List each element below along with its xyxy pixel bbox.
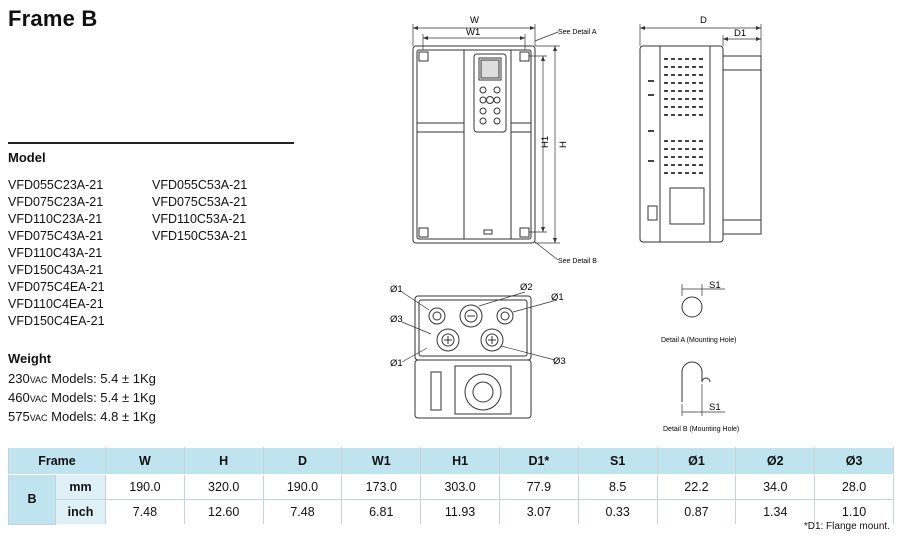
weight-voltage: 575 [8, 409, 30, 424]
value-cell: 12.60 [184, 500, 263, 525]
mount-hole-top-right [520, 52, 529, 61]
weight-vac-unit: VAC [29, 394, 48, 404]
model-list-item: VFD150C4EA-21 [8, 314, 105, 328]
value-cell: 0.87 [657, 500, 736, 525]
page-title: Frame B [8, 6, 98, 31]
weight-value: Models: 5.4 ± 1Kg [47, 371, 156, 386]
footnote: *D1: Flange mount. [803, 521, 890, 532]
mount-hole-top-left [419, 52, 428, 61]
model-list-item: VFD110C43A-21 [8, 246, 103, 260]
side-view-flange [723, 56, 761, 234]
see-detail-a-label: See Detail A [558, 29, 597, 36]
unit-cell: mm [56, 475, 106, 500]
side-d-label: D [700, 15, 707, 26]
frame-cell: B [9, 475, 56, 525]
value-cell: 77.9 [499, 475, 578, 500]
value-cell: 0.33 [578, 500, 657, 525]
unit-cell: inch [56, 500, 106, 525]
value-cell: 190.0 [263, 475, 342, 500]
weight-voltage: 230 [8, 371, 30, 386]
header-frame: Frame [9, 448, 106, 475]
bottom-d3-label-b: Ø3 [553, 356, 566, 367]
value-cell: 22.2 [657, 475, 736, 500]
front-w-label: W [470, 15, 479, 26]
header-w1: W1 [342, 448, 421, 475]
dimensions-table [8, 447, 894, 525]
header-d1: D1* [499, 448, 578, 475]
mount-hole-bottom-left [419, 228, 428, 237]
value-cell: 3.07 [499, 500, 578, 525]
bottom-d1-label-a: Ø1 [390, 284, 403, 295]
table-row [9, 500, 894, 525]
model-list-item: VFD055C23A-21 [8, 178, 104, 192]
model-list-item: VFD075C53A-21 [152, 195, 248, 209]
model-list-item: VFD075C23A-21 [8, 195, 104, 209]
mount-hole-bottom-right [520, 228, 529, 237]
weight-value: Models: 4.8 ± 1Kg [47, 409, 156, 424]
weight-vac-unit: VAC [29, 413, 48, 423]
bottom-d1-label-c: Ø1 [551, 292, 564, 303]
value-cell: 34.0 [736, 475, 815, 500]
front-w1-label: W1 [466, 27, 481, 38]
value-cell: 190.0 [106, 475, 185, 500]
weight-voltage: 460 [8, 390, 30, 405]
weight-list [8, 370, 156, 427]
model-heading: Model [8, 150, 46, 165]
value-cell: 320.0 [184, 475, 263, 500]
detail-b-drawing [655, 360, 775, 438]
weight-heading: Weight [8, 351, 52, 366]
weight-row [8, 408, 156, 427]
fan [465, 374, 501, 410]
value-cell: 6.81 [342, 500, 421, 525]
conduit-hole-1b [497, 308, 513, 324]
front-view-drawing [400, 8, 610, 270]
value-cell: 1.34 [736, 500, 815, 525]
table-row [9, 475, 894, 500]
value-cell: 7.48 [263, 500, 342, 525]
model-list-column-2 [152, 177, 247, 245]
detail-b-caption: Detail B (Mounting Hole) [663, 426, 740, 433]
bottom-view-drawing [385, 280, 585, 428]
model-list-item: VFD110C53A-21 [152, 212, 247, 226]
side-view-drawing [630, 10, 780, 250]
model-list-column-1 [8, 177, 105, 330]
weight-vac-unit: VAC [29, 375, 48, 385]
model-list-item: VFD150C43A-21 [8, 263, 104, 277]
side-d1-label: D1 [734, 28, 747, 39]
header-phi2: Ø2 [736, 448, 815, 475]
value-cell: 11.93 [421, 500, 500, 525]
value-cell: 1.10 [815, 500, 894, 525]
header-s1: S1 [578, 448, 657, 475]
value-cell: 8.5 [578, 475, 657, 500]
bottom-d1-label-b: Ø1 [390, 358, 403, 369]
model-list-item: VFD110C23A-21 [8, 212, 103, 226]
detail-a-hole [682, 297, 702, 317]
value-cell: 173.0 [342, 475, 421, 500]
model-divider [8, 142, 294, 144]
header-h1: H1 [421, 448, 500, 475]
header-phi1: Ø1 [657, 448, 736, 475]
model-list-item: VFD055C53A-21 [152, 178, 248, 192]
header-d: D [263, 448, 342, 475]
value-cell: 28.0 [815, 475, 894, 500]
header-h: H [184, 448, 263, 475]
side-view-vents [648, 58, 703, 174]
weight-row [8, 389, 156, 408]
value-cell: 7.48 [106, 500, 185, 525]
weight-value: Models: 5.4 ± 1Kg [47, 390, 156, 405]
model-list-item: VFD075C4EA-21 [8, 280, 105, 294]
model-list-item: VFD075C43A-21 [8, 229, 104, 243]
weight-row [8, 370, 156, 389]
conduit-hole-1a [429, 308, 445, 324]
model-list-item: VFD150C53A-21 [152, 229, 248, 243]
header-w: W [106, 448, 185, 475]
detail-a-drawing [655, 280, 775, 350]
detail-b-s1-label: S1 [709, 402, 721, 413]
bottom-d3-label-a: Ø3 [390, 314, 403, 325]
model-list-item: VFD110C4EA-21 [8, 297, 104, 311]
detail-a-s1-label: S1 [709, 280, 721, 291]
table-header-row [9, 448, 894, 475]
front-h1-label: H1 [540, 135, 551, 148]
value-cell: 303.0 [421, 475, 500, 500]
header-phi3: Ø3 [815, 448, 894, 475]
see-detail-b-label: See Detail B [558, 258, 597, 265]
detail-a-caption: Detail A (Mounting Hole) [661, 337, 737, 344]
front-h-label: H [558, 141, 569, 148]
detail-b-slot [682, 362, 710, 402]
bottom-d2-label: Ø2 [520, 282, 533, 293]
